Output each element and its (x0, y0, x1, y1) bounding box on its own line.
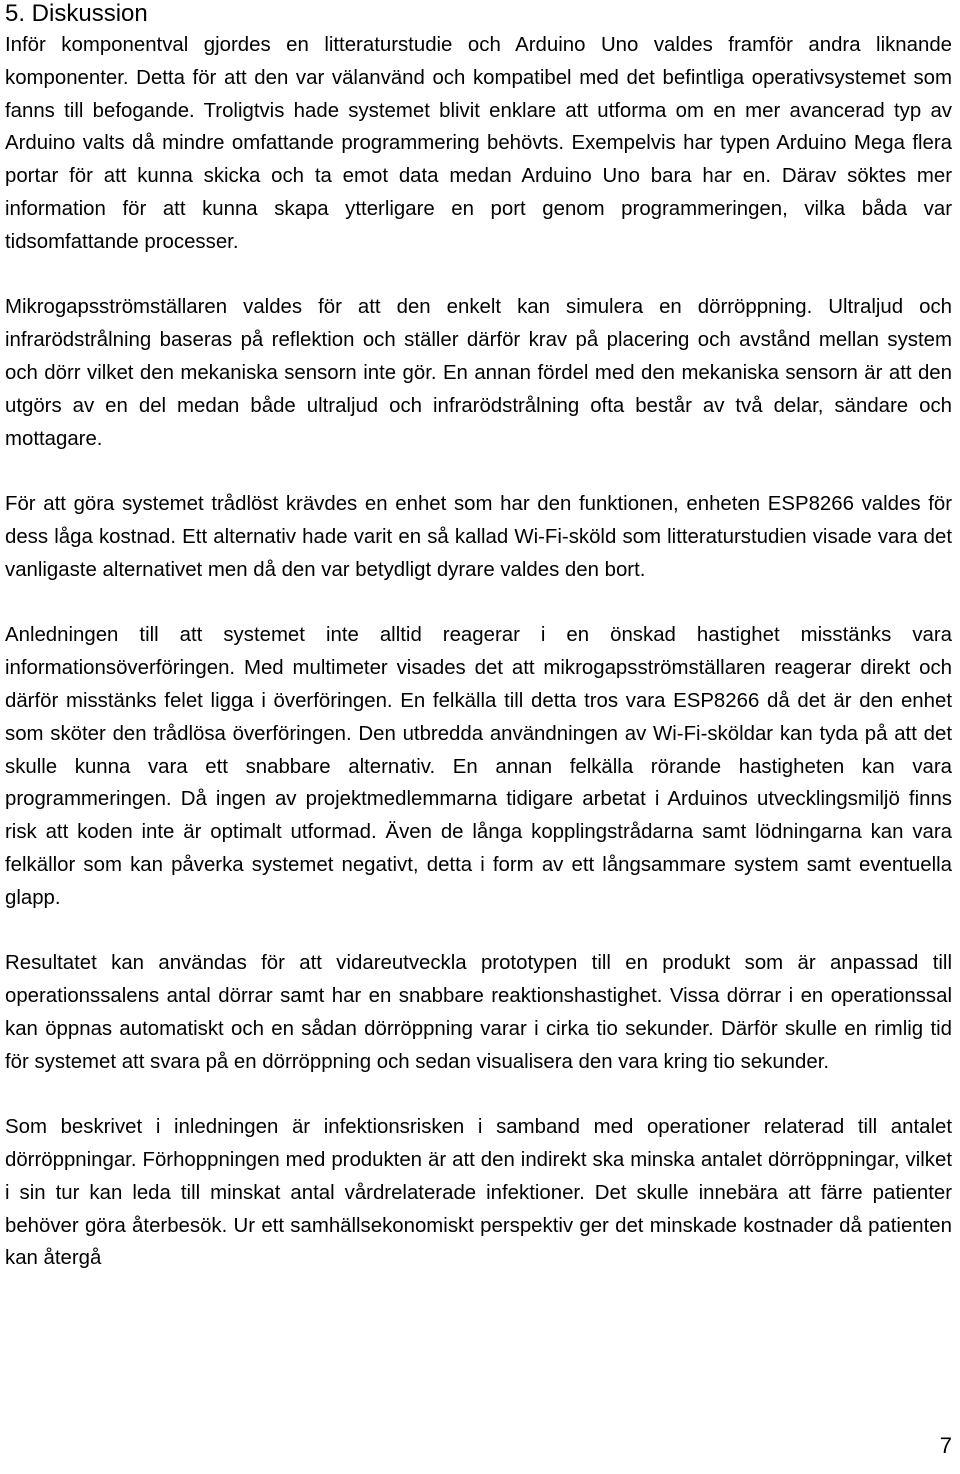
paragraph-microswitch: Mikrogapsströmställaren valdes för att den enkelt kan simulera en dörröppning. Ultraljud och infrarödstrålning baseras på reflektion och ställer därför krav på placering och avstånd mellan system och dörr vilket den mekaniska sensorn inte gör. En annan fördel med den mekaniska sensorn är att den utgörs av en del medan både ultraljud och infrarödstrålning ofta består av två delar, sändare och mottagare. (5, 296, 952, 450)
paragraph-component-selection: Inför komponentval gjordes en litteraturstudie och Arduino Uno valdes framför andra liknande komponenter. Detta för att den var välanvänd och kompatibel med det befintliga operativsystemet som fanns till befogande. Troligtvis hade systemet blivit enklare att utforma om en mer avancerad typ av Arduino valts då mindre omfattande programmering behövts. Exempelvis har typen Arduino Mega flera portar för att kunna skicka och ta emot data medan Arduino Uno bara har en. Därav söktes mer information för att kunna skapa ytterligare en port genom programmeringen, vilka båda var tidsomfattande processer. (5, 34, 952, 253)
page-number: 7 (939, 1433, 952, 1458)
paragraph-wireless: För att göra systemet trådlöst krävdes en enhet som har den funktionen, enheten ESP8266 valdes för dess låga kostnad. Ett alternativ hade varit en så kallad Wi-Fi-sköld som litteraturstudien visade vara det vanligaste alternativet men då den var betydligt dyrare valdes den bort. (5, 493, 952, 581)
document-page (5, 0, 952, 1275)
paragraph-infection-risk: Som beskrivet i inledningen är infektionsrisken i samband med operationer relaterad till antalet dörröppningar. Förhoppningen med produkten är att den indirekt ska minska antalet dörröppningar, vilket i sin tur kan leda till minskat antal vårdrelaterade infektioner. Det skulle innebära att färre patienter behöver göra återbesök. Ur ett samhällsekonomiskt perspektiv ger det minskade kostnader då patienten kan återgå (5, 1116, 952, 1270)
paragraph-reaction-speed: Anledningen till att systemet inte alltid reagerar i en önskad hastighet misstänks vara informationsöverföringen. Med multimeter visades det att mikrogapsströmställaren reagerar direkt och därför misstänks felet ligga i överföringen. En felkälla till detta tros vara ESP8266 då det är den enhet som sköter den trådlösa överföringen. Den utbredda användningen av Wi-Fi-sköldar kan tyda på att det skulle kunna vara ett snabbare alternativ. En annan felkälla rörande hastigheten kan vara programmeringen. Då ingen av projektmedlemmarna tidigare arbetat i Arduinos utvecklingsmiljö finns risk att koden inte är optimalt utformad. Även de långa kopplingstrådarna samt lödningarna kan vara felkällor som kan påverka systemet negativt, detta i form av ett långsammare system samt eventuella glapp. (5, 624, 952, 909)
section-heading: 5. Diskussion (5, 0, 148, 27)
paragraph-results: Resultatet kan användas för att vidareutveckla prototypen till en produkt som är anpassad till operationssalens antal dörrar samt har en snabbare reaktionshastighet. Vissa dörrar i en operationssal kan öppnas automatiskt och en sådan dörröppning varar i cirka tio sekunder. Därför skulle en rimlig tid för systemet att svara på en dörröppning och sedan visualisera den vara kring tio sekunder. (5, 952, 952, 1073)
